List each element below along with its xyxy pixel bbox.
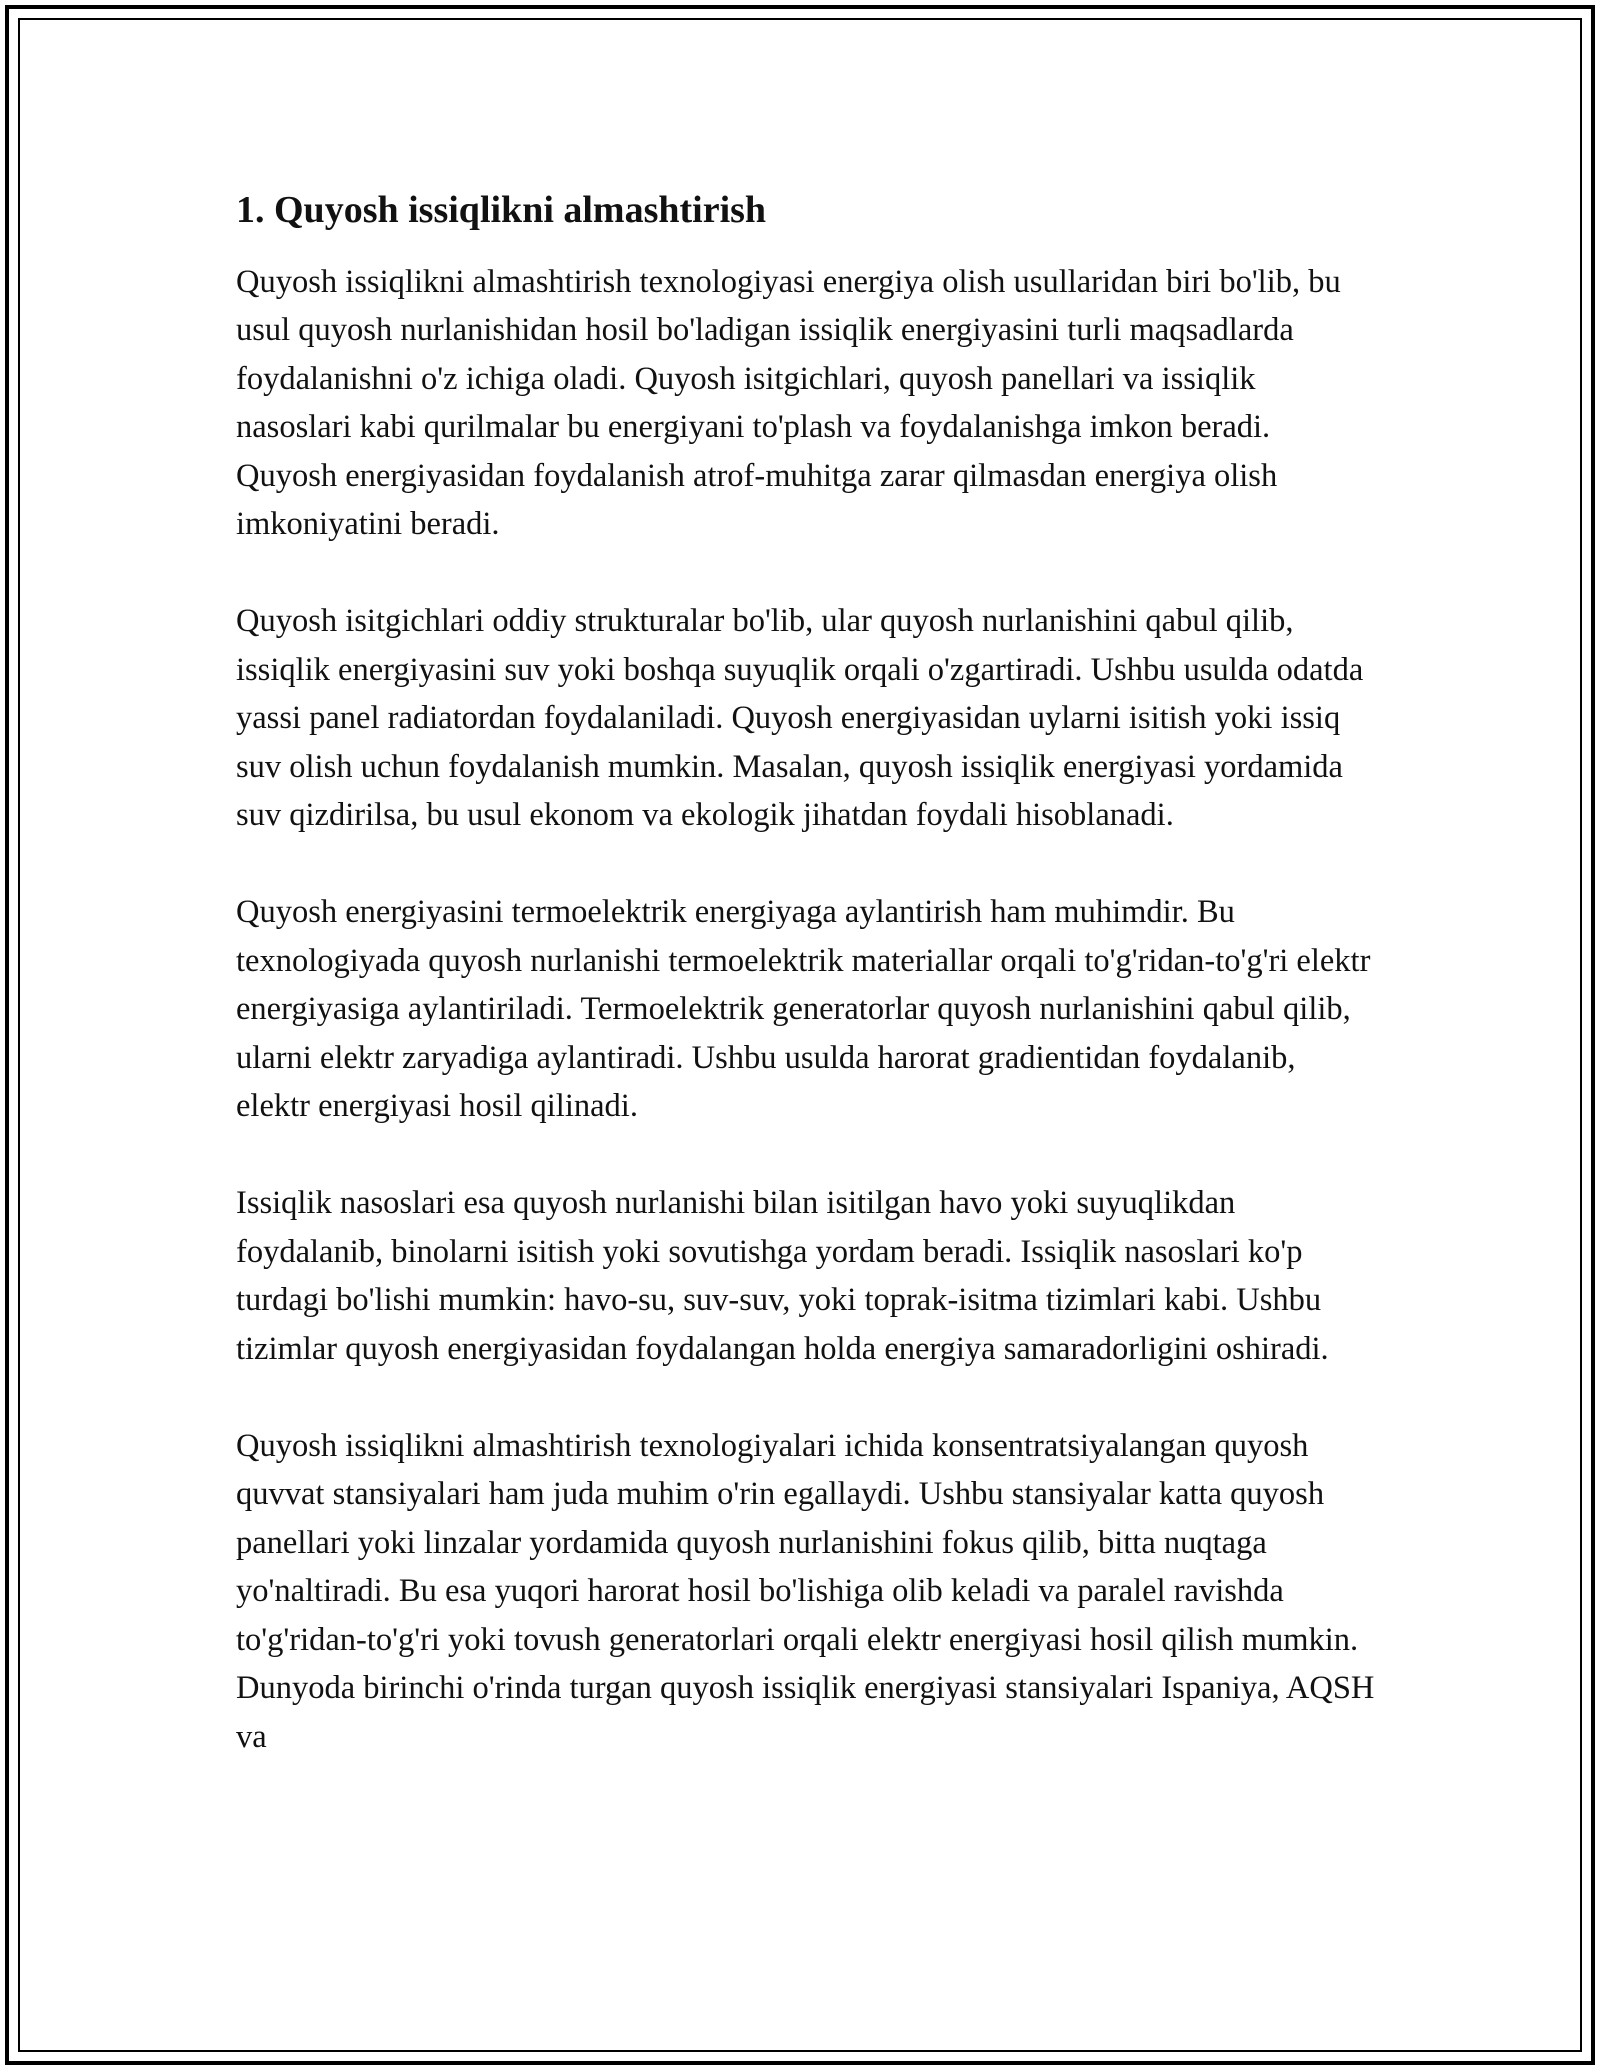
paragraph-2: Quyosh isitgichlari oddiy strukturalar bo'lib, ular quyosh nurlanishini qabul qilib, issiqlik energiyasini suv yoki boshqa suyuqlik orqali o'zgartiradi. Ushbu usulda odatda yassi panel radiatordan foydalaniladi. Quyosh energiyasidan uylarni isitish yoki issiq suv olish uchun foydalanish mumkin. Masalan, quyosh issiqlik energiyasi yordamida suv qizdirilsa, bu usul ekonom va ekologik jihatdan foydali hisoblanadi. — [236, 603, 1364, 834]
document-body — [236, 182, 1376, 1810]
paragraph-4: Issiqlik nasoslari esa quyosh nurlanishi bilan isitilgan havo yoki suyuqlikdan foydalanib, binolarni isitish yoki sovutishga yordam beradi. Issiqlik nasoslari ko'p turdagi bo'lishi mumkin: havo-su, suv-suv, yoki toprak-isitma tizimlari kabi. Ushbu tizimlar quyosh energiyasidan foydalangan holda energiya samaradorligini oshiradi. — [236, 1185, 1329, 1367]
paragraph-1: Quyosh issiqlikni almashtirish texnologiyasi energiya olish usullaridan biri bo'lib, bu usul quyosh nurlanishidan hosil bo'ladigan issiqlik energiyasini turli maqsadlarda foydalanishni o'z ichiga oladi. Quyosh isitgichlari, quyosh panellari va issiqlik nasoslari kabi qurilmalar bu energiyani to'plash va foydalanishga imkon beradi. Quyosh energiyasidan foydalanish atrof-muhitga zarar qilmasdan energiya olish imkoniyatini beradi. — [236, 263, 1341, 543]
paragraph-3: Quyosh energiyasini termoelektrik energiyaga aylantirish ham muhimdir. Bu texnologiyada quyosh nurlanishi termoelektrik materiallar orqali to'g'ridan-to'g'ri elektr energiyasiga aylantiriladi. Termoelektrik generatorlar quyosh nurlanishini qabul qilib, ularni elektr zaryadiga aylantiradi. Ushbu usulda harorat gradientidan foydalanib, elektr energiyasi hosil qilinadi. — [236, 894, 1371, 1125]
paragraph-5: Quyosh issiqlikni almashtirish texnologiyalari ichida konsentratsiyalangan quyosh quvvat stansiyalari ham juda muhim o'rin egallaydi. Ushbu stansiyalar katta quyosh panellari yoki linzalar yordamida quyosh nurlanishini fokus qilib, bitta nuqtaga yo'naltiradi. Bu esa yuqori harorat hosil bo'lishiga olib keladi va paralel ravishda to'g'ridan-to'g'ri yoki tovush generatorlari orqali elektr energiyasi hosil qilish mumkin. Dunyoda birinchi o'rinda turgan quyosh issiqlik energiyasi stansiyalari Ispaniya, AQSH va — [236, 1427, 1375, 1755]
section-heading: 1. Quyosh issiqlikni almashtirish — [236, 189, 767, 231]
